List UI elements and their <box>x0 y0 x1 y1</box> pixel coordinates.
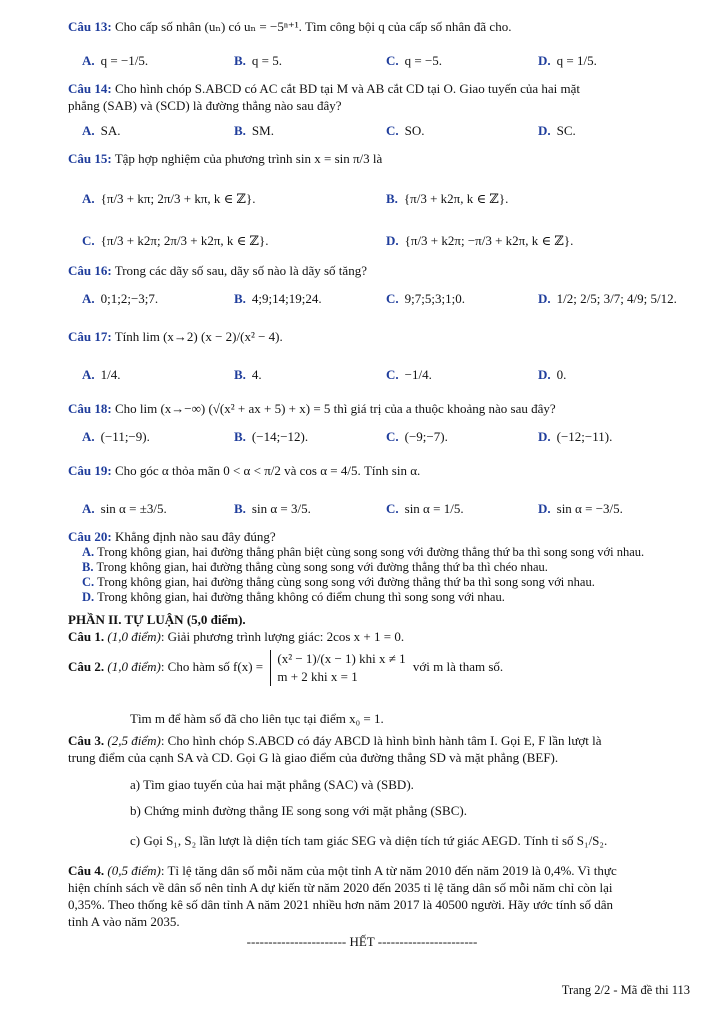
option-c[interactable]: C. 9;7;5;3;1;0. <box>386 291 465 306</box>
question-stem: Cho cấp số nhân (uₙ) có uₙ = −5ⁿ⁺¹. Tìm công bội q của cấp số nhân đã cho. <box>114 19 512 34</box>
option-b[interactable]: B. q = 5. <box>234 53 283 68</box>
essay-label: Câu 4. <box>68 863 105 878</box>
option-d[interactable]: D. sin α = −3/5. <box>538 501 623 516</box>
end-marker: ----------------------- HẾT ----------------------- <box>246 934 478 949</box>
essay-text: : Giải phương trình lượng giác: 2cos x + 1 = 0. <box>160 629 405 644</box>
essay-label: Câu 2. <box>68 658 105 674</box>
option-d[interactable]: D. 1/2; 2/5; 3/7; 4/9; 5/12. <box>538 291 677 306</box>
question-stem: Trong các dãy số sau, dãy số nào là dãy số tăng? <box>114 263 367 278</box>
option-b[interactable]: B. sin α = 3/5. <box>234 501 311 516</box>
option-b[interactable]: B. SM. <box>234 123 274 138</box>
question-16 <box>68 262 696 279</box>
essay-4 <box>68 862 696 930</box>
essay-text-4: tỉnh A vào năm 2035. <box>68 914 180 929</box>
essay-label: Câu 3. <box>68 733 105 748</box>
option-d[interactable]: D. q = 1/5. <box>538 53 597 68</box>
essay-text: : Tỉ lệ tăng dân số mỗi năm của một tỉnh A từ năm 2010 đến năm 2019 là 0,4%. Vì thực <box>160 863 617 878</box>
option-b[interactable]: B. (−14;−12). <box>234 429 309 444</box>
essay-2-line2: Tìm m để hàm số đã cho liên tục tại điểm x₀ = 1. <box>130 711 384 726</box>
option-a[interactable]: A. (−11;−9). <box>82 429 150 444</box>
question-stem-2: phẳng (SAB) và (SCD) là đường thẳng nào sau đây? <box>68 98 342 113</box>
page-footer: Trang 2/2 - Mã đề thi 113 <box>561 983 690 997</box>
option-a[interactable]: A. q = −1/5. <box>82 53 149 68</box>
essay-3b: b) Chứng minh đường thẳng IE song song với mặt phẳng (SBC). <box>130 803 467 818</box>
statement-d[interactable]: D. Trong không gian, hai đường thẳng không có điểm chung thì song song với nhau. <box>82 590 505 604</box>
statement-c[interactable]: C. Trong không gian, hai đường thẳng cùng song song với đường thẳng thứ ba thì song song với nhau. <box>82 575 595 589</box>
option-c[interactable]: C. sin α = 1/5. <box>386 501 464 516</box>
question-stem: Cho lim (x→−∞) (√(x² + ax + 5) + x) = 5 thì giá trị của a thuộc khoảng nào sau đây? <box>114 401 556 416</box>
question-15 <box>68 150 696 167</box>
option-a[interactable]: A. sin α = ±3/5. <box>82 501 167 516</box>
option-a[interactable]: A. 1/4. <box>82 367 121 382</box>
question-stem: Khẳng định nào sau đây đúng? <box>114 529 276 544</box>
statement-b[interactable]: B. Trong không gian, hai đường thẳng cùng song song với đường thẳng thứ ba thì chéo nhau. <box>82 560 548 574</box>
essay-2 <box>68 650 696 686</box>
essay-points: (1,0 điểm) <box>107 658 161 674</box>
question-stem: Tính lim (x→2) (x − 2)/(x² − 4). <box>114 329 283 344</box>
question-13 <box>68 18 696 35</box>
essay-3c: c) Gọi S₁, S₂ lần lượt là diện tích tam giác SEG và diện tích tứ giác AEGD. Tính tỉ số S₁/S₂. <box>130 833 608 848</box>
piecewise-case-2: m + 2 khi x = 1 <box>277 669 358 684</box>
option-a[interactable]: A. 0;1;2;−3;7. <box>82 291 159 306</box>
essay-points: (1,0 điểm) <box>107 629 161 644</box>
piecewise-function <box>270 650 405 686</box>
question-20 <box>68 528 696 545</box>
question-14 <box>68 80 696 114</box>
option-c[interactable]: C. (−9;−7). <box>386 429 448 444</box>
option-d[interactable]: D. 0. <box>538 367 567 382</box>
option-c[interactable]: C. q = −5. <box>386 53 443 68</box>
piecewise-case-1: (x² − 1)/(x − 1) khi x ≠ 1 <box>277 651 406 666</box>
essay-points: (2,5 điểm) <box>107 733 161 748</box>
option-a[interactable]: A. SA. <box>82 123 121 138</box>
essay-3a: a) Tìm giao tuyến của hai mặt phẳng (SAC) và (SBD). <box>130 777 414 792</box>
question-stem: Cho góc α thỏa mãn 0 < α < π/2 và cos α = 4/5. Tính sin α. <box>114 463 421 478</box>
question-19 <box>68 462 696 479</box>
option-c[interactable]: C. −1/4. <box>386 367 432 382</box>
option-b[interactable]: B. 4. <box>234 367 262 382</box>
question-label: Câu 19: <box>68 463 112 478</box>
option-d[interactable]: D. (−12;−11). <box>538 429 613 444</box>
option-a[interactable]: A. {π/3 + kπ; 2π/3 + kπ, k ∈ ℤ}. <box>82 191 256 206</box>
statement-a[interactable]: A. Trong không gian, hai đường thẳng phân biệt cùng song song với đường thẳng thứ ba thì song song với nhau. <box>82 545 645 559</box>
question-stem: Tập hợp nghiệm của phương trình sin x = sin π/3 là <box>114 151 383 166</box>
question-label: Câu 14: <box>68 81 112 96</box>
option-b[interactable]: B. {π/3 + k2π, k ∈ ℤ}. <box>386 191 509 206</box>
essay-label: Câu 1. <box>68 629 105 644</box>
option-d[interactable]: D. SC. <box>538 123 576 138</box>
essay-tail: với m là tham số. <box>412 658 504 674</box>
option-b[interactable]: B. 4;9;14;19;24. <box>234 291 322 306</box>
question-label: Câu 13: <box>68 19 112 34</box>
essay-text-2: trung điểm của cạnh SA và CD. Gọi G là giao điểm của đường thẳng SD và mặt phẳng (BEF). <box>68 750 559 765</box>
essay-text: : Cho hàm số f(x) = <box>160 658 264 674</box>
part2-heading: PHẦN II. TỰ LUẬN (5,0 điểm). <box>68 612 246 627</box>
essay-text-3: 0,35%. Theo thống kê số dân tỉnh A năm 2021 nhiều hơn năm 2017 là 40500 người. Hãy ước tính số dân <box>68 897 614 912</box>
essay-1 <box>68 628 696 645</box>
question-17 <box>68 328 696 345</box>
option-c[interactable]: C. {π/3 + k2π; 2π/3 + k2π, k ∈ ℤ}. <box>82 233 269 248</box>
question-label: Câu 17: <box>68 329 112 344</box>
question-label: Câu 16: <box>68 263 112 278</box>
question-label: Câu 15: <box>68 151 112 166</box>
option-c[interactable]: C. SO. <box>386 123 425 138</box>
statements-20 <box>68 545 696 609</box>
option-d[interactable]: D. {π/3 + k2π; −π/3 + k2π, k ∈ ℤ}. <box>386 233 574 248</box>
essay-points: (0,5 điểm) <box>107 863 161 878</box>
essay-text: : Cho hình chóp S.ABCD có đáy ABCD là hình bình hành tâm I. Gọi E, F lần lượt là <box>160 733 602 748</box>
essay-3 <box>68 732 696 766</box>
essay-text-2: hiện chính sách về dân số nên tỉnh A dự kiến từ năm 2020 đến 2035 tỉ lệ tăng dân số mỗi năm chỉ còn lại <box>68 880 613 895</box>
question-stem: Cho hình chóp S.ABCD có AC cắt BD tại M và AB cắt CD tại O. Giao tuyến của hai mặt <box>114 81 581 96</box>
question-label: Câu 18: <box>68 401 112 416</box>
question-18 <box>68 400 696 417</box>
question-label: Câu 20: <box>68 529 112 544</box>
